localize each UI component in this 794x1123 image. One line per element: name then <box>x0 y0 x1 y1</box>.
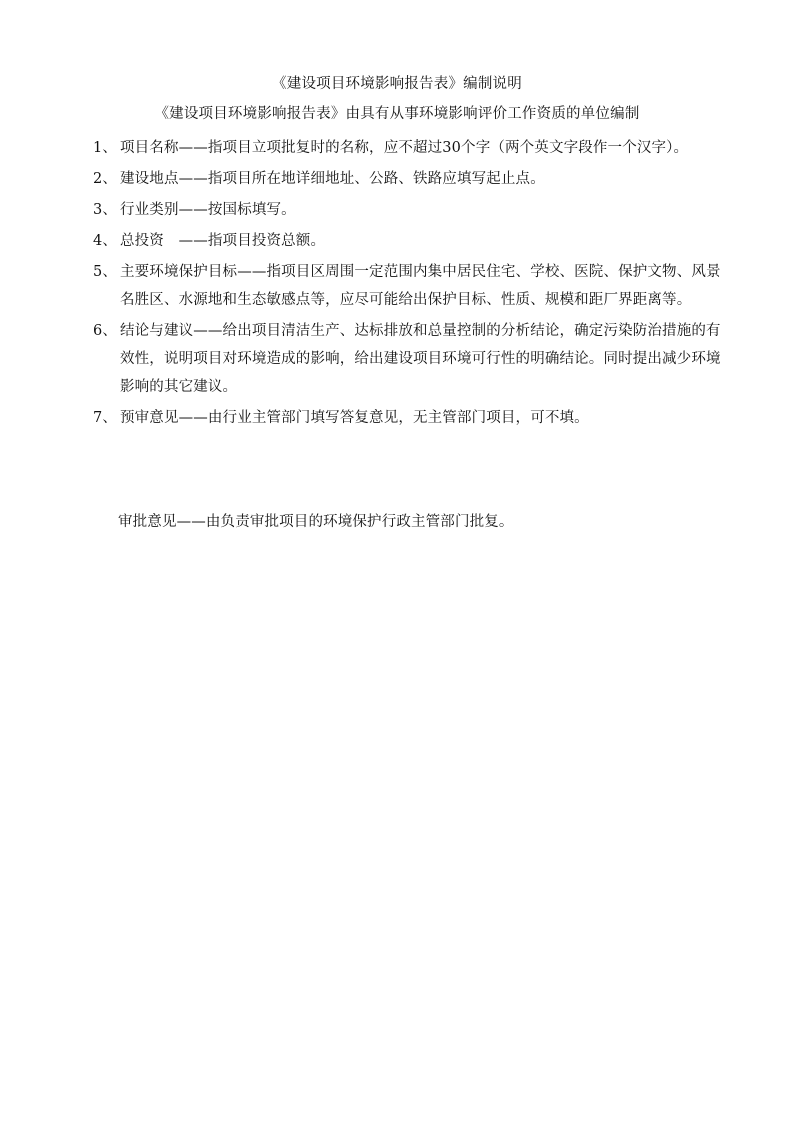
item-text: 总投资 ——指项目投资总额。 <box>120 233 326 249</box>
approval-note: 审批意见——由负责审批项目的环境保护行政主管部门批复。 <box>118 514 514 530</box>
document-title: 《建设项目环境影响报告表》编制说明 <box>272 76 522 92</box>
item-text: 建设地点——指项目所在地详细地址、公路、铁路应填写起止点。 <box>120 171 545 187</box>
instruction-item-7 <box>93 404 723 432</box>
instruction-item-2 <box>93 165 723 193</box>
item-number: 5、 <box>93 264 118 280</box>
instruction-item-5 <box>93 258 723 314</box>
item-text: 预审意见——由行业主管部门填写答复意见，无主管部门项目，可不填。 <box>120 410 589 426</box>
item-number: 3、 <box>93 202 118 218</box>
item-number: 2、 <box>93 171 118 187</box>
item-number: 6、 <box>93 323 118 339</box>
item-text: 项目名称——指项目立项批复时的名称，应不超过30个字（两个英文字段作一个汉字）。 <box>120 140 689 156</box>
item-number: 4、 <box>93 233 118 249</box>
instruction-item-1 <box>93 134 723 162</box>
item-number: 1、 <box>93 140 118 156</box>
instruction-item-4 <box>93 227 723 255</box>
document-subtitle: 《建设项目环境影响报告表》由具有从事环境影响评价工作资质的单位编制 <box>154 106 640 122</box>
item-text: 结论与建议——给出项目清洁生产、达标排放和总量控制的分析结论，确定污染防治措施的有效性，说明项目对环境造成的影响，给出建设项目环境可行性的明确结论。同时提出减少环境影响的其它建议。 <box>120 323 721 395</box>
instruction-list <box>93 134 723 435</box>
item-number: 7、 <box>93 410 118 426</box>
item-text: 主要环境保护目标——指项目区周围一定范围内集中居民住宅、学校、医院、保护文物、风景名胜区、水源地和生态敏感点等，应尽可能给出保护目标、性质、规模和距厂界距离等。 <box>120 264 721 308</box>
item-text: 行业类别——按国标填写。 <box>120 202 296 218</box>
instruction-item-6 <box>93 317 723 401</box>
instruction-item-3 <box>93 196 723 224</box>
